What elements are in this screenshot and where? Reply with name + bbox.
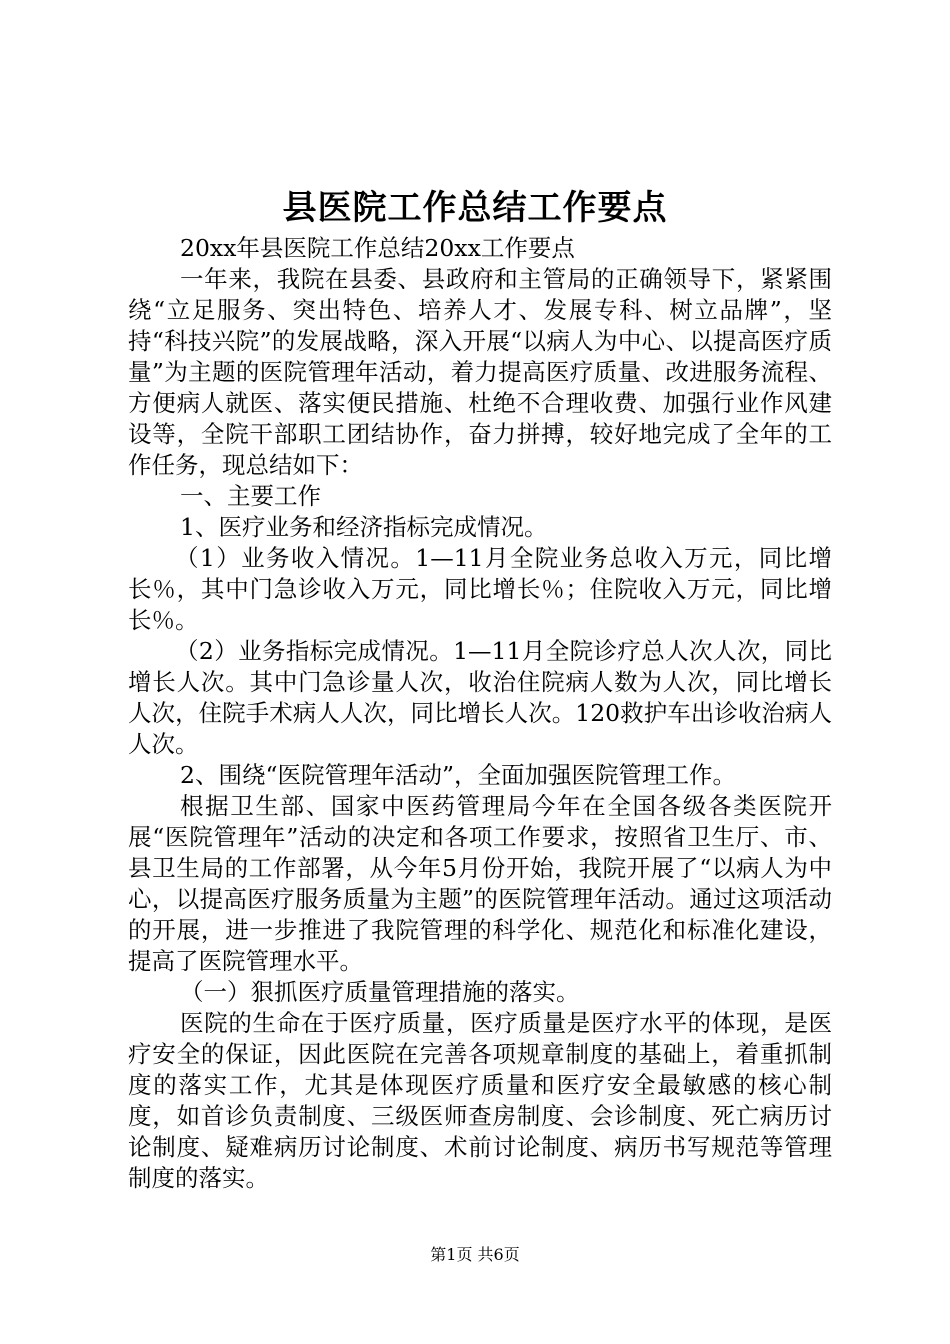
paragraph-business-income: （1）业务收入情况。1—11月全院业务总收入万元，同比增长％，其中门急诊收入万元，同比增长％；住院收入万元，同比增长％。 [128, 544, 832, 634]
paragraph-intro: 一年来，我院在县委、县政府和主管局的正确领导下，紧紧围绕“立足服务、突出特色、培养人才、发展专科、树立品牌”，坚持“科技兴院”的发展战略，深入开展“以病人为中心、以提高医疗质量”为主题的医院管理年活动，着力提高医疗质量、改进服务流程、方便病人就医、落实便民措施、杜绝不合理收费、加强行业作风建设等，全院干部职工团结协作，奋力拼搏，较好地完成了全年的工作任务，现总结如下： [128, 265, 832, 479]
paragraph-quality: 医院的生命在于医疗质量，医疗质量是医疗水平的体现，是医疗安全的保证，因此医院在完善各项规章制度的基础上，着重抓制度的落实工作，尤其是体现医疗质量和医疗安全最敏感的核心制度，如首诊负责制度、三级医师查房制度、会诊制度、死亡病历讨论制度、疑难病历讨论制度、术前讨论制度、病历书写规范等管理制度的落实。 [128, 1009, 832, 1192]
subsection-heading-management-year: 2、围绕“医院管理年活动”，全面加强医院管理工作。 [180, 761, 736, 789]
section-heading-main-work: 一、主要工作 [180, 482, 321, 510]
page-number: 第1页 共6页 [430, 1245, 520, 1264]
subsection-heading-quality: （一）狠抓医疗质量管理措施的落实。 [180, 978, 580, 1006]
paragraph-management-year: 根据卫生部、国家中医药管理局今年在全国各级各类医院开展“医院管理年”活动的决定和各项工作要求，按照省卫生厅、市、县卫生局的工作部署，从今年5月份开始，我院开展了“以病人为中心，以提高医疗服务质量为主题”的医院管理年活动。通过这项活动的开展，进一步推进了我院管理的科学化、规范化和标准化建设，提高了医院管理水平。 [128, 792, 832, 975]
document-body [128, 233, 832, 1194]
subsection-heading-indicators: 1、医疗业务和经济指标完成情况。 [180, 513, 548, 541]
document-title: 县医院工作总结工作要点 [282, 188, 668, 228]
paragraph-subtitle: 20xx年县医院工作总结20xx工作要点 [180, 234, 575, 262]
paragraph-business-indicators: （2）业务指标完成情况。1—11月全院诊疗总人次人次，同比增长人次。其中门急诊量人次，收治住院病人数为人次，同比增长人次，住院手术病人人次，同比增长人次。120救护车出诊收治病人人次。 [128, 637, 832, 758]
